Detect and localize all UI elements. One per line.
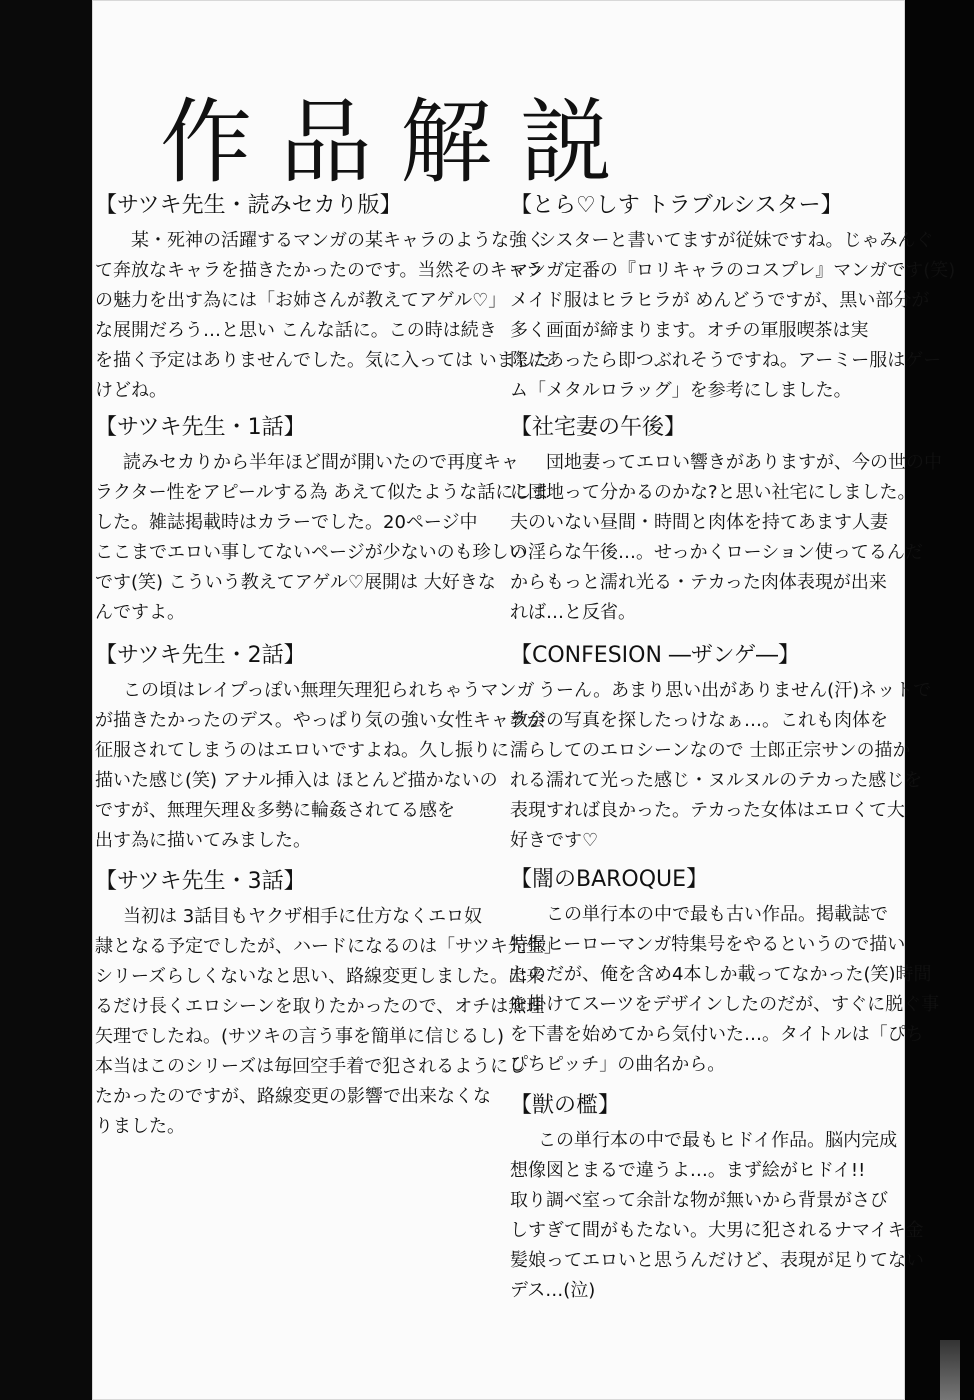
body-line: 夫のいない昼間・時間と肉体を持てあます人妻 xyxy=(510,512,888,533)
body-line: 表現すれば良かった。テカった女体はエロくて大 xyxy=(510,800,905,821)
body-line: ぴちピッチ」の曲名から。 xyxy=(510,1054,726,1075)
body-line: 読みセカりから半年ほど間が開いたので再度キャ xyxy=(123,452,519,473)
section-body xyxy=(510,1126,924,1306)
body-line: たかったのですが、路線変更の影響で出来なくな xyxy=(95,1086,491,1107)
page-edge-mark xyxy=(940,1340,960,1400)
body-line: たのだが、俺を含め4本しか載ってなかった(笑)時間 xyxy=(510,964,932,985)
body-line: です(笑) こういう教えてアゲル♡展開は 大好きな xyxy=(95,572,496,593)
section-satsuki-ep2 xyxy=(95,640,545,856)
body-line: れる濡れて光った感じ・ヌルヌルのテカった感じを xyxy=(510,770,923,791)
section-body xyxy=(95,448,549,628)
section-kemono-no-ori xyxy=(510,1090,924,1306)
body-line: に団地って分かるのかな?と思い社宅にしました。 xyxy=(510,482,916,503)
body-line: けどね。 xyxy=(95,380,167,401)
section-confesion xyxy=(510,640,931,856)
body-line: るだけ長くエロシーンを取りたかったので、オチは無理 xyxy=(95,996,545,1017)
body-line: の魅力を出す為には「お姉さんが教えてアゲル♡」 xyxy=(95,290,507,311)
body-line: 教会の写真を探したっけなぁ…。これも肉体を xyxy=(510,710,888,731)
body-line: を掛けてスーツをデザインしたのだが、すぐに脱ぐ事 xyxy=(510,994,940,1015)
body-line: ですが、無理矢理＆多勢に輪姦されてる感を xyxy=(95,800,455,821)
body-line: 想像図とまるで違うよ…。まず絵がヒドイ!! xyxy=(510,1160,866,1181)
left-margin-scan xyxy=(0,0,92,1400)
section-body xyxy=(510,226,955,406)
body-line: 髪娘ってエロいと思うんだけど、表現が足りてない xyxy=(510,1250,924,1271)
section-body xyxy=(95,676,545,856)
page-title: 作品解説 xyxy=(160,89,641,196)
body-line: を描く予定はありませんでした。気に入っては いました xyxy=(95,350,551,371)
body-line: ラクター性をアピールする為 あえて似たような話にしま xyxy=(95,482,550,503)
section-body xyxy=(510,448,942,628)
body-line: が描きたかったのデス。やっぱり気の強い女性キャラが xyxy=(95,710,545,731)
section-yami-baroque xyxy=(510,864,939,1080)
body-line: の淫らな午後…。せっかくローション使ってるんだ xyxy=(510,542,923,563)
body-line: 際にあったら即つぶれそうですね。アーミー服はゲー xyxy=(510,350,942,371)
body-line: りました。 xyxy=(95,1116,185,1137)
body-line: マンガ定番の『ロリキャラのコスプレ』マンガです(笑) xyxy=(510,260,956,281)
section-heading: 【サツキ先生・1話】 xyxy=(95,415,306,440)
body-line: れば…と反省。 xyxy=(510,602,636,623)
body-line: した。雑誌掲載時はカラーでした。20ページ中 xyxy=(95,512,478,533)
body-line: 好きです♡ xyxy=(510,830,599,851)
section-body xyxy=(510,676,931,856)
section-body xyxy=(510,900,939,1080)
body-line: んですよ。 xyxy=(95,602,185,623)
body-line: しすぎて間がもたない。大男に犯されるナマイキ金 xyxy=(510,1220,924,1241)
body-line: 出す為に描いてみました。 xyxy=(95,830,311,851)
section-satsuki-ep1 xyxy=(95,412,549,628)
body-line: 某・死神の活躍するマンガの某キャラのような強く xyxy=(131,230,545,251)
body-line: 取り調べ室って余計な物が無いから背景がさび xyxy=(510,1190,888,1211)
body-line: からもっと濡れ光る・テカった肉体表現が出来 xyxy=(510,572,887,593)
section-heading: 【獣の檻】 xyxy=(510,1093,621,1118)
body-line: 描いた感じ(笑) アナル挿入は ほとんど描かないの xyxy=(95,770,498,791)
body-line: 濡らしてのエロシーンなので 士郎正宗サンの描か xyxy=(510,740,911,761)
section-satsuki-ep3 xyxy=(95,866,562,1142)
section-heading: 【サツキ先生・3話】 xyxy=(95,869,306,894)
section-body xyxy=(95,902,562,1142)
body-line: この単行本の中で最も古い作品。掲載誌で xyxy=(546,904,888,925)
section-satsuki-oneshot xyxy=(95,190,551,406)
body-line: うーん。あまり思い出がありません(汗)ネットで xyxy=(538,680,932,701)
body-line: シリーズらしくないなと思い、路線変更しました。出来 xyxy=(95,966,545,987)
section-heading: 【とら♡しす トラブルシスター】 xyxy=(510,193,843,218)
body-line: この頃はレイプっぽい無理矢理犯られちゃうマンガ xyxy=(123,680,535,701)
section-body xyxy=(95,226,551,406)
body-line: 当初は 3話目もヤクザ相手に仕方なくエロ奴 xyxy=(123,906,483,927)
body-line: を下書を始めてから気付いた…。タイトルは「ぴち xyxy=(510,1024,924,1045)
section-heading: 【サツキ先生・読みセカり版】 xyxy=(95,193,402,218)
body-line: て奔放なキャラを描きたかったのです。当然そのキャラ xyxy=(95,260,544,281)
section-shataku-tsuma xyxy=(510,412,942,628)
section-heading: 【闇のBAROQUE】 xyxy=(510,867,709,892)
body-line: 本当はこのシリーズは毎回空手着で犯されるようにし xyxy=(95,1056,527,1077)
body-line: 矢理でしたね。(サツキの言う事を簡単に信じるし) xyxy=(95,1026,504,1047)
body-line: な展開だろう…と思い こんな話に。この時は続き xyxy=(95,320,497,341)
section-heading: 【社宅妻の午後】 xyxy=(510,415,687,440)
section-heading: 【サツキ先生・2話】 xyxy=(95,643,306,668)
body-line: この単行本の中で最もヒドイ作品。脳内完成 xyxy=(538,1130,898,1151)
section-trouble-sister xyxy=(510,190,955,406)
body-line: ここまでエロい事してないページが少ないのも珍しい xyxy=(95,542,527,563)
body-line: 隷となる予定でしたが、ハードになるのは「サツキ先生」 xyxy=(95,936,562,957)
body-line: シスターと書いてますが従妹ですね。じゃみんぐ xyxy=(538,230,934,251)
body-line: 特撮ヒーローマンガ特集号をやるというので描い xyxy=(510,934,906,955)
body-line: メイド服はヒラヒラが めんどうですが、黒い部分が xyxy=(510,290,930,311)
body-line: 団地妻ってエロい響きがありますが、今の世の中 xyxy=(546,452,942,473)
body-line: ム「メタルロラッグ」を参考にしました。 xyxy=(510,380,852,401)
body-line: 征服されてしまうのはエロいですよね。久し振りに xyxy=(95,740,509,761)
body-line: 多く画面が締まります。オチの軍服喫茶は実 xyxy=(510,320,869,341)
body-line: デス…(泣) xyxy=(510,1280,596,1301)
section-heading: 【CONFESION ―ザンゲ―】 xyxy=(510,643,801,668)
